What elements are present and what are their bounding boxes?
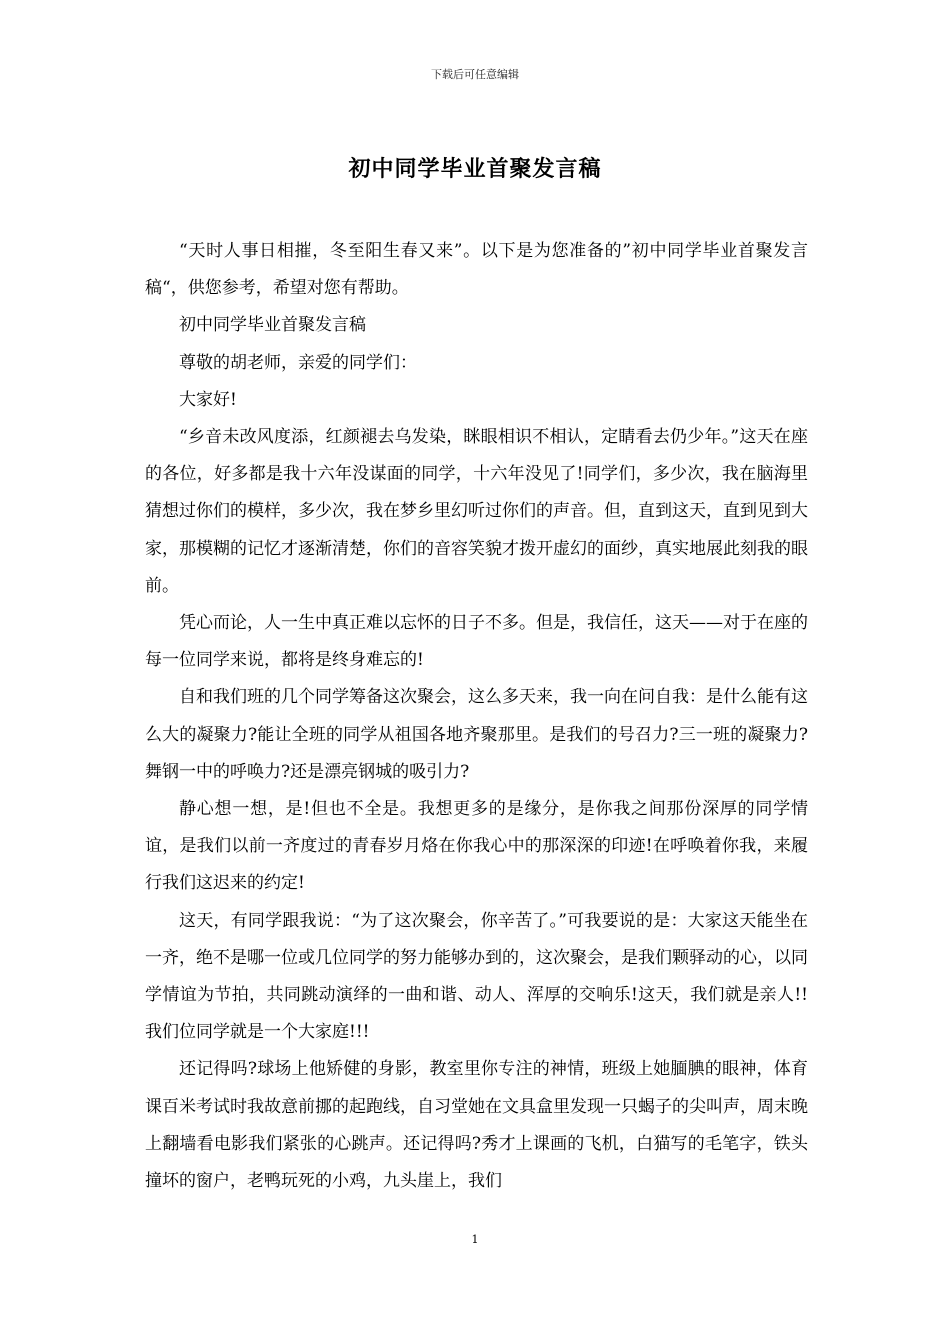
paragraph-greeting: 大家好!	[179, 389, 237, 410]
page-number: 1	[471, 1233, 479, 1246]
paragraph-memorable-day: 凭心而论，人一生中真正难以忘怀的日子不多。但是，我信任，这天——对于在座的每一位同学来说，都将是终身难忘的!	[145, 613, 808, 671]
paragraph-thanks: 这天，有同学跟我说：“为了这次聚会，你辛苦了。”可我要说的是：大家这天能坐在一齐，绝不是哪一位或几位同学的努力能够办到的，这次聚会，是我们颗驿动的心，以同学情谊为节拍，共同跳动演绎的一曲和谐、动人、浑厚的交响乐!这天，我们就是亲人!!我们位同学就是一个大家庭!!!	[145, 910, 808, 1043]
paragraph-salutation: 尊敬的胡老师，亲爱的同学们：	[179, 352, 417, 373]
document-body	[145, 233, 808, 1200]
paragraph-preparation: 自和我们班的几个同学筹备这次聚会，这么多天来，我一向在问自我：是什么能有这么大的凝聚力?能让全班的同学从祖国各地齐聚那里。是我们的号召力?三一班的凝聚力?舞钢一中的呼唤力?还是漂亮钢城的吸引力?	[145, 687, 808, 782]
header-note: 下载后可任意编辑	[431, 68, 519, 81]
paragraph-subtitle: 初中同学毕业首聚发言稿	[179, 315, 366, 336]
document-title: 初中同学毕业首聚发言稿	[348, 156, 602, 182]
paragraph-memories: 还记得吗?球场上他矫健的身影，教室里你专注的神情，班级上她腼腆的眼神，体育课百米考试时我故意前挪的起跑线，自习堂她在文具盒里发现一只蝎子的尖叫声，周末晚上翻墙看电影我们紧张的心跳声。还记得吗?秀才上课画的飞机，白猫写的毛笔字，铁头撞坏的窗户，老鸭玩死的小鸡，九头崖上，我们	[145, 1059, 808, 1192]
paragraph-reunion: “乡音未改风度添，红颜褪去乌发染，眯眼相识不相认，定睛看去仍少年。”这天在座的各位，好多都是我十六年没谋面的同学，十六年没见了!同学们，多少次，我在脑海里猜想过你们的模样，多少次，我在梦乡里幻听过你们的声音。但，直到这天，直到见到大家，那模糊的记忆才逐渐清楚，你们的音容笑貌才拨开虚幻的面纱，真实地展此刻我的眼前。	[145, 427, 808, 596]
paragraph-intro: “天时人事日相摧，冬至阳生春又来”。以下是为您准备的”初中同学毕业首聚发言稿“，供您参考，希望对您有帮助。	[145, 241, 808, 299]
paragraph-reflection: 静心想一想，是!但也不全是。我想更多的是缘分，是你我之间那份深厚的同学情谊，是我们以前一齐度过的青春岁月烙在你我心中的那深深的印迹!在呼唤着你我，来履行我们这迟来的约定!	[145, 799, 808, 894]
